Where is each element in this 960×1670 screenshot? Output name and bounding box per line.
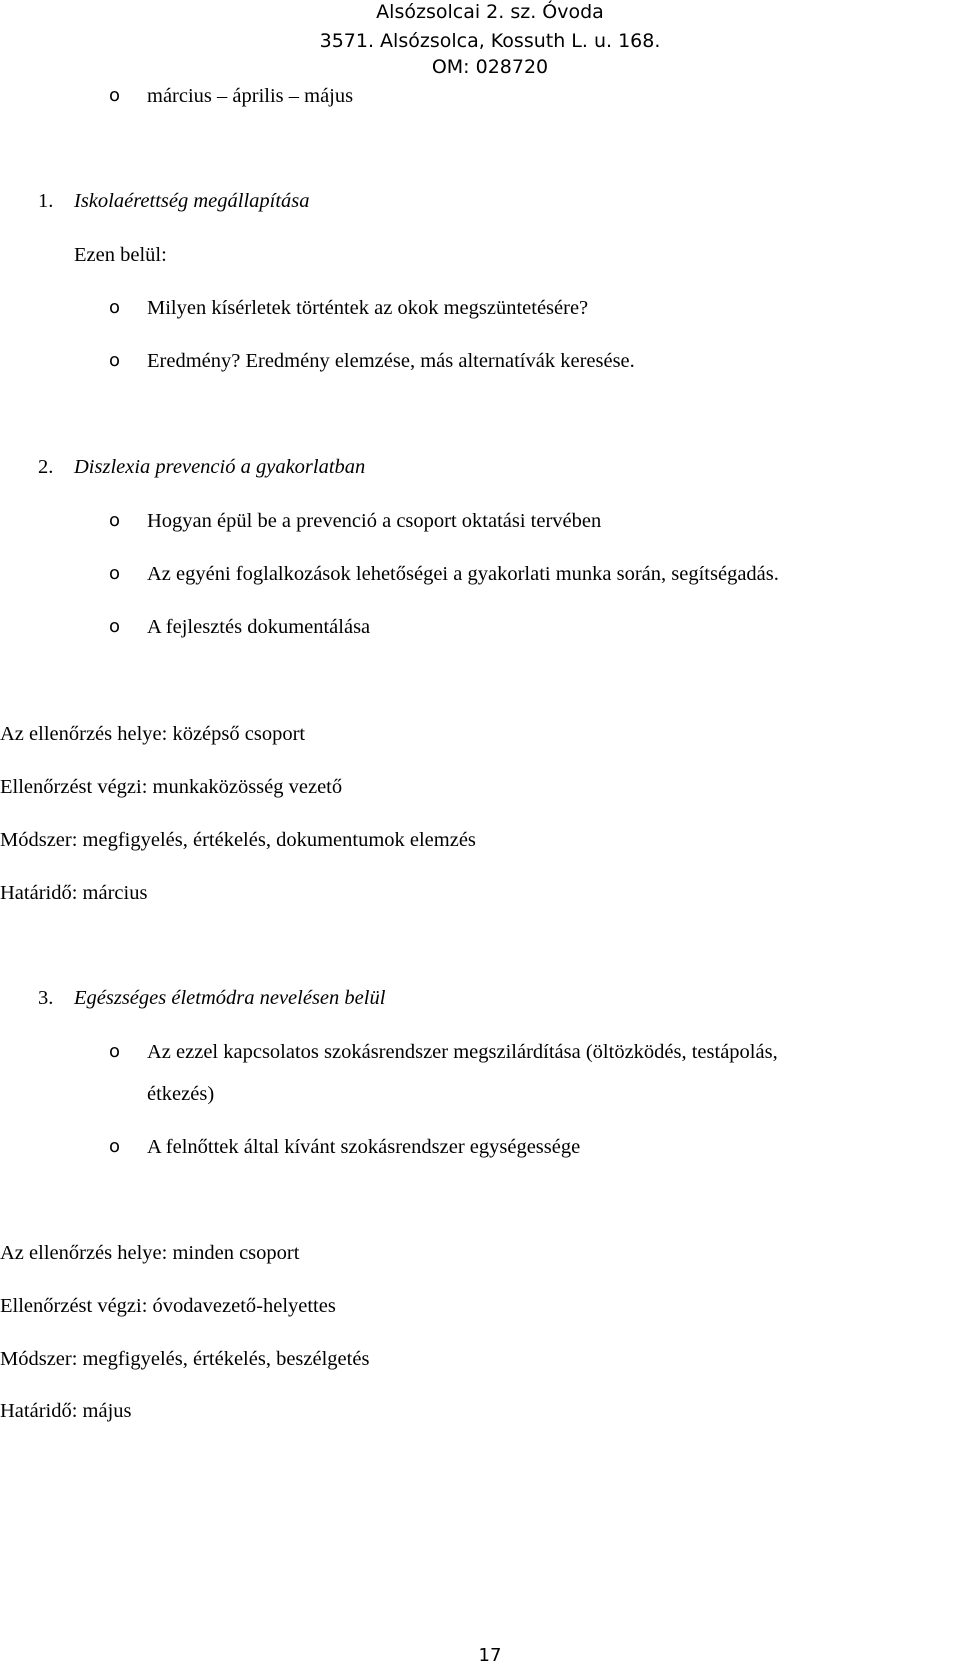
header-line-om: OM: 028720 <box>431 56 549 78</box>
section-3-control-by: Ellenőrzést végzi: óvodavezető-helyettes <box>0 1295 336 1317</box>
section-1-intro: Ezen belül: <box>74 244 167 266</box>
section-2-title: Diszlexia prevenció a gyakorlatban <box>74 456 366 478</box>
bullet-marker: o <box>109 616 121 637</box>
section-2-number: 2. <box>38 456 54 478</box>
section-3-number: 3. <box>38 987 54 1009</box>
section-1-item-1: Milyen kísérletek történtek az okok megszüntetésére? <box>147 297 589 319</box>
section-2-control-deadline: Határidő: március <box>0 882 148 904</box>
bullet-marker: o <box>109 1041 121 1062</box>
bullet-marker: o <box>109 563 121 584</box>
bullet-marker: o <box>109 297 121 318</box>
section-3-item-1-continuation: étkezés) <box>147 1083 215 1105</box>
section-2-control-by: Ellenőrzést végzi: munkaközösség vezető <box>0 776 343 798</box>
section-3-control-place: Az ellenőrzés helye: minden csoport <box>0 1242 300 1264</box>
section-1-title: Iskolaérettség megállapítása <box>74 190 310 212</box>
section-2-item-1: Hogyan épül be a prevenció a csoport oktatási tervében <box>147 510 602 532</box>
bullet-marker: o <box>109 85 121 106</box>
section-3-control-method: Módszer: megfigyelés, értékelés, beszélgetés <box>0 1348 370 1370</box>
section-2-item-3: A fejlesztés dokumentálása <box>147 616 371 638</box>
bullet-marker: o <box>109 510 121 531</box>
section-3-item-2: A felnőttek által kívánt szokásrendszer egységessége <box>147 1136 581 1158</box>
header-line-school-name: Alsózsolcai 2. sz. Óvoda <box>376 1 604 23</box>
section-1-number: 1. <box>38 190 54 212</box>
section-3-item-1: Az ezzel kapcsolatos szokásrendszer megszilárdítása (öltözködés, testápolás, <box>147 1041 778 1063</box>
section-2-item-2: Az egyéni foglalkozások lehetőségei a gyakorlati munka során, segítségadás. <box>147 563 779 585</box>
section-1-item-2: Eredmény? Eredmény elemzése, más alternatívák keresése. <box>147 350 635 372</box>
page-number: 17 <box>478 1645 502 1666</box>
section-2-control-method: Módszer: megfigyelés, értékelés, dokumentumok elemzés <box>0 829 476 851</box>
top-list-item: március – április – május <box>147 85 354 107</box>
header-line-address: 3571. Alsózsolca, Kossuth L. u. 168. <box>319 30 661 52</box>
section-3-control-deadline: Határidő: május <box>0 1400 132 1422</box>
bullet-marker: o <box>109 1136 121 1157</box>
bullet-marker: o <box>109 350 121 371</box>
section-2-control-place: Az ellenőrzés helye: középső csoport <box>0 723 306 745</box>
section-3-title: Egészséges életmódra nevelésen belül <box>74 987 386 1009</box>
